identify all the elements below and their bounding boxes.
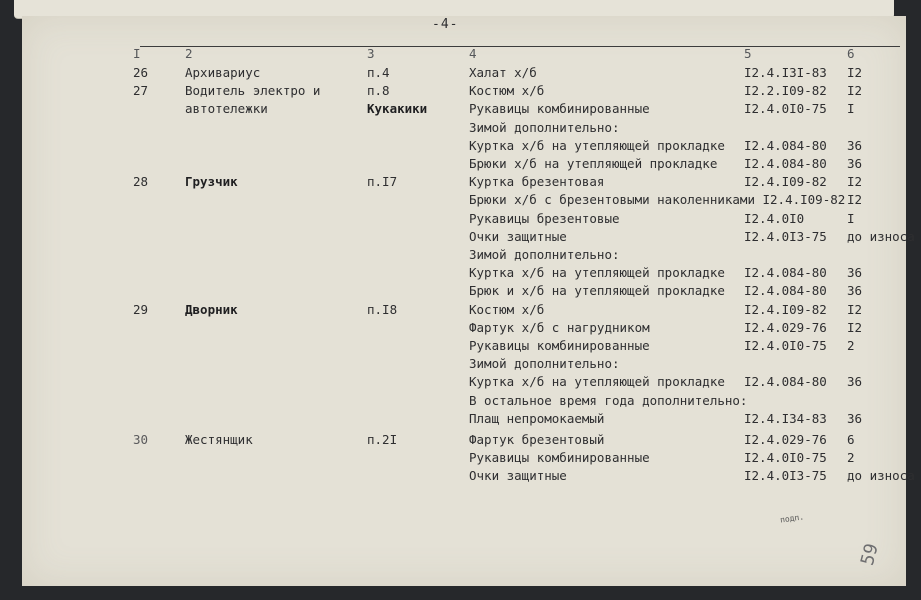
- norm-clause: п.4: [367, 65, 390, 80]
- gost-standard: I2.4.084-80: [744, 265, 827, 281]
- row-number: 27: [133, 83, 149, 99]
- wear-term: 36: [847, 265, 863, 281]
- protective-item: Рукавицы брезентовые: [469, 210, 620, 226]
- table-row: [22, 228, 915, 246]
- column-header: 4: [469, 46, 477, 61]
- wear-term: до износа: [847, 228, 915, 244]
- profession-name: Архивариус: [185, 65, 261, 80]
- norm-clause: п.I7: [367, 174, 398, 190]
- table-row: [22, 467, 915, 485]
- wear-term: I: [847, 210, 855, 226]
- row-number: 30: [133, 432, 149, 447]
- protective-item: Халат х/б: [469, 65, 537, 80]
- wear-term: I2: [847, 174, 863, 190]
- protective-item: Зимой дополнительно:: [469, 247, 620, 262]
- wear-term: I: [847, 101, 855, 117]
- protective-item: Очки защитные: [469, 228, 567, 244]
- pencil-note: подп.: [779, 512, 805, 525]
- protective-item: Костюм х/б: [469, 83, 545, 99]
- protective-item: Куртка х/б на утепляющей прокладке: [469, 374, 725, 390]
- norm-clause: п.I8: [367, 301, 398, 317]
- column-header: 5: [744, 46, 752, 61]
- table-row: [22, 119, 906, 137]
- profession-name: автотележки: [185, 101, 268, 117]
- protective-item: Рукавицы комбинированные: [469, 450, 650, 466]
- profession-name: Дворник: [185, 301, 238, 317]
- gost-standard: I2.4.084-80: [744, 137, 827, 153]
- wear-term: 36: [847, 410, 863, 426]
- protective-item: Костюм х/б: [469, 301, 545, 317]
- protective-item: Рукавицы комбинированные: [469, 101, 650, 117]
- table-row: [22, 100, 906, 118]
- table-row: [22, 392, 906, 410]
- gost-standard: I2.2.I09-82: [744, 83, 827, 99]
- protective-item: Куртка брезентовая: [469, 174, 605, 190]
- column-header: 6: [847, 46, 855, 61]
- gost-standard: I2.4.0I0-75: [744, 338, 827, 353]
- table-row: [22, 191, 906, 209]
- table-row: [22, 319, 906, 337]
- table-row: [22, 337, 906, 355]
- table-row: [22, 173, 906, 191]
- wear-term: I2: [847, 83, 863, 99]
- protective-item: Брюк и х/б на утепляющей прокладке: [469, 283, 725, 299]
- protective-item: Фартук брезентовый: [469, 432, 605, 447]
- table-row: [22, 373, 906, 391]
- gost-standard: I2.4.029-76: [744, 319, 827, 335]
- protective-item: Рукавицы комбинированные: [469, 338, 650, 353]
- document-sheet: [22, 16, 915, 586]
- gost-standard: I2.4.0I3-75: [744, 468, 827, 484]
- header-rule: [140, 46, 900, 47]
- table-row: [22, 449, 906, 467]
- table-row: [22, 355, 906, 373]
- wear-term: I2: [847, 65, 863, 80]
- protective-item: Куртка х/б на утепляющей прокладке: [469, 137, 725, 153]
- table-row: [22, 155, 906, 173]
- protective-item: В остальное время года дополнительно:: [469, 392, 748, 408]
- column-header-row: [22, 45, 906, 63]
- gost-standard: I2.4.I09-82: [744, 301, 827, 317]
- table-row: [22, 137, 906, 155]
- wear-term: 36: [847, 283, 863, 299]
- protective-item: Зимой дополнительно:: [469, 119, 620, 135]
- table-row: [22, 82, 906, 100]
- table-row: [22, 246, 906, 264]
- wear-term: 36: [847, 137, 863, 153]
- table-row: [22, 210, 906, 228]
- norm-clause: п.2I: [367, 432, 398, 447]
- protective-item: Куртка х/б на утепляющей прокладке: [469, 265, 725, 281]
- protective-item: Брюки х/б на утепляющей прокладке: [469, 156, 718, 171]
- table-row: [22, 301, 906, 319]
- gost-standard: I2.4.0I3-75: [744, 228, 827, 244]
- gost-standard: I2.4.0I0-75: [744, 450, 827, 466]
- profession-name: Водитель электро и: [185, 83, 321, 99]
- row-number: 29: [133, 301, 149, 317]
- row-number: 28: [133, 174, 149, 190]
- wear-term: I2: [847, 301, 863, 317]
- wear-term: I2: [847, 192, 863, 208]
- gost-standard: I2.4.0I0: [744, 210, 805, 226]
- table-row: [22, 431, 906, 449]
- profession-name: Грузчик: [185, 174, 238, 190]
- table-row: [22, 282, 906, 300]
- page-number: -4-: [432, 17, 459, 32]
- wear-term: I2: [847, 319, 863, 335]
- norm-clause: Кукакики: [367, 101, 428, 117]
- wear-term: 2: [847, 338, 855, 353]
- norm-clause: п.8: [367, 83, 390, 99]
- column-header: 2: [185, 46, 193, 61]
- gost-standard: I2.4.I3I-83: [744, 65, 827, 80]
- wear-term: 36: [847, 374, 863, 390]
- protective-item: Зимой дополнительно:: [469, 356, 620, 372]
- gost-standard: I2.4.I34-83: [744, 410, 827, 426]
- wear-term: 36: [847, 156, 863, 171]
- table-row: [22, 64, 906, 82]
- wear-term: 6: [847, 432, 855, 447]
- column-header: I: [133, 46, 141, 61]
- column-header: 3: [367, 46, 375, 61]
- gost-standard: I2.4.084-80: [744, 283, 827, 299]
- profession-name: Жестянщик: [185, 432, 253, 447]
- protective-item: Плащ непромокаемый: [469, 410, 605, 426]
- gost-standard: I2.4.0I0-75: [744, 101, 827, 117]
- protective-item: Очки защитные: [469, 468, 567, 484]
- gost-standard: I2.4.I09-82: [744, 174, 827, 190]
- gost-standard: I2.4.084-80: [744, 374, 827, 390]
- wear-term: 2: [847, 450, 855, 466]
- row-number: 26: [133, 65, 149, 80]
- table-row: [22, 410, 906, 428]
- table-row: [22, 264, 906, 282]
- gost-standard: I2.4.029-76: [744, 432, 827, 447]
- wear-term: до износа: [847, 468, 915, 484]
- protective-item: Брюки х/б с брезентовыми наколенниками I2.4.I09-82: [469, 192, 846, 208]
- folio-number: 59: [856, 541, 883, 568]
- protective-item: Фартук х/б с нагрудником: [469, 319, 650, 335]
- gost-standard: I2.4.084-80: [744, 156, 827, 171]
